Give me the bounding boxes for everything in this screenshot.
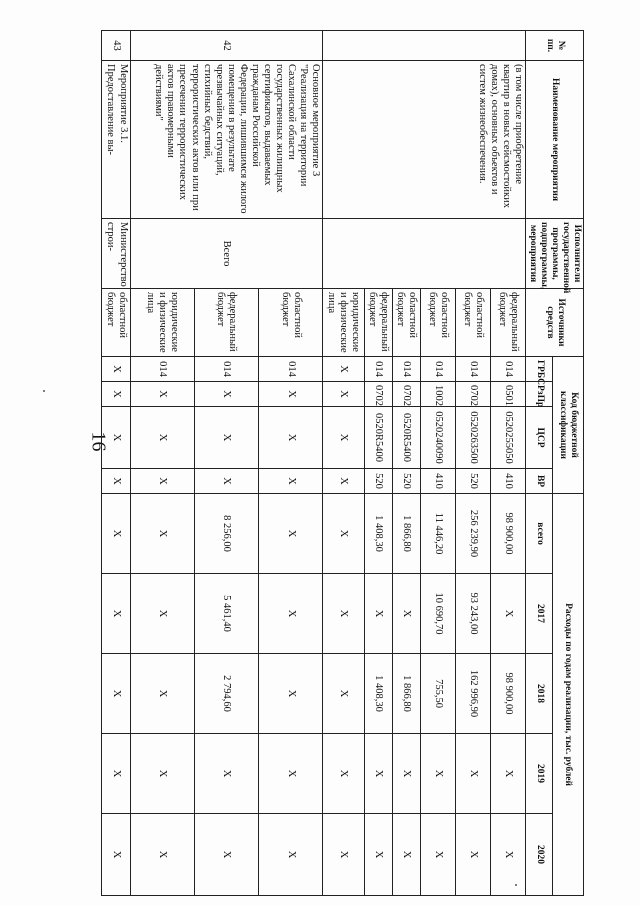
cell-grbs: Х: [323, 357, 364, 382]
header-no: № пп.: [526, 31, 584, 61]
table-row: [258, 31, 322, 896]
cell-2019: Х: [323, 734, 364, 814]
cell-2017: Х: [491, 574, 526, 654]
header-total: всего: [526, 494, 553, 574]
cell-grbs: 014: [130, 357, 194, 382]
cell-total: Х: [130, 494, 194, 574]
cell-vr: Х: [258, 469, 322, 494]
cell-name: Мероприятие 3.1. Предоставление вы-: [102, 61, 130, 219]
cell-vr: 520: [364, 469, 392, 494]
cell-executor: Всего: [130, 219, 323, 289]
cell-source: областной бюджет: [392, 289, 420, 357]
rotated-table-wrapper: [104, 30, 584, 895]
cell-2017: Х: [102, 574, 130, 654]
cell-vr: Х: [194, 469, 258, 494]
cell-csr: Х: [130, 407, 194, 469]
cell-no: 42: [130, 31, 323, 61]
cell-rzpr: 0702: [455, 382, 490, 407]
cell-grbs: 014: [455, 357, 490, 382]
cell-2017: Х: [130, 574, 194, 654]
cell-grbs: 014: [194, 357, 258, 382]
cell-source: областной бюджет: [102, 289, 130, 357]
cell-2017: Х: [323, 574, 364, 654]
cell-total: Х: [102, 494, 130, 574]
cell-csr: 0520R5400: [364, 407, 392, 469]
cell-total: 98 900,00: [491, 494, 526, 574]
header-2018: 2018: [526, 654, 553, 734]
header-vr: ВР: [526, 469, 553, 494]
cell-rzpr: Х: [258, 382, 322, 407]
cell-source: юридические и физические лица: [323, 289, 364, 357]
header-rzpr: РзПр: [526, 382, 553, 407]
cell-rzpr: Х: [130, 382, 194, 407]
table-row: [491, 31, 526, 896]
cell-2018: Х: [323, 654, 364, 734]
table-row: [102, 31, 130, 896]
cell-total: 1 408,30: [364, 494, 392, 574]
cell-executor: [323, 219, 526, 289]
cell-no: [323, 31, 526, 61]
cell-2017: Х: [364, 574, 392, 654]
cell-csr: 0520240090: [420, 407, 455, 469]
cell-2018: 1 408,30: [364, 654, 392, 734]
cell-rzpr: Х: [102, 382, 130, 407]
header-2017: 2017: [526, 574, 553, 654]
cell-2018: 1 866,80: [392, 654, 420, 734]
cell-csr: Х: [194, 407, 258, 469]
cell-vr: 410: [491, 469, 526, 494]
header-grbs: ГРБС: [526, 357, 553, 382]
cell-grbs: 014: [392, 357, 420, 382]
cell-2018: Х: [258, 654, 322, 734]
header-executor: Исполнители государственной программы, подпрограммы, мероприятия: [526, 219, 584, 289]
cell-2018: 755,50: [420, 654, 455, 734]
cell-csr: Х: [323, 407, 364, 469]
cell-vr: Х: [102, 469, 130, 494]
cell-2020: Х: [258, 814, 322, 896]
cell-source: областной бюджет: [420, 289, 455, 357]
cell-csr: 0520R5400: [392, 407, 420, 469]
cell-rzpr: Х: [323, 382, 364, 407]
cell-source: областной бюджет: [455, 289, 490, 357]
cell-vr: 520: [455, 469, 490, 494]
header-2020: 2020: [526, 814, 553, 896]
cell-vr: Х: [323, 469, 364, 494]
budget-table: [101, 30, 584, 896]
cell-2019: Х: [420, 734, 455, 814]
cell-2020: Х: [323, 814, 364, 896]
cell-total: Х: [323, 494, 364, 574]
cell-2019: Х: [258, 734, 322, 814]
cell-vr: Х: [130, 469, 194, 494]
scan-speck: [43, 390, 45, 392]
cell-2019: Х: [455, 734, 490, 814]
cell-2017: 10 690,70: [420, 574, 455, 654]
cell-total: 8 256,00: [194, 494, 258, 574]
cell-total: Х: [258, 494, 322, 574]
cell-2019: Х: [491, 734, 526, 814]
cell-source: областной бюджет: [258, 289, 322, 357]
page-number: 16: [87, 431, 110, 452]
header-budget-code: Код бюджетной классификации: [552, 357, 583, 494]
cell-2019: Х: [364, 734, 392, 814]
cell-source: федеральный бюджет: [491, 289, 526, 357]
cell-csr: Х: [102, 407, 130, 469]
cell-2018: 2 794,60: [194, 654, 258, 734]
cell-vr: 410: [420, 469, 455, 494]
cell-grbs: 014: [258, 357, 322, 382]
header-2019: 2019: [526, 734, 553, 814]
cell-2019: Х: [392, 734, 420, 814]
cell-name: (в том числе приобретение квартир в новых сейсмостойких домах), основных объектов и систем жизнеобеспечения.: [323, 61, 526, 219]
cell-grbs: 014: [364, 357, 392, 382]
cell-source: юридические и физические лица: [130, 289, 194, 357]
cell-2020: Х: [455, 814, 490, 896]
header-csr: ЦСР: [526, 407, 553, 469]
cell-2020: Х: [194, 814, 258, 896]
header-row-1: [552, 31, 583, 896]
cell-2019: Х: [130, 734, 194, 814]
cell-rzpr: 0501: [491, 382, 526, 407]
cell-2020: Х: [420, 814, 455, 896]
cell-2020: Х: [491, 814, 526, 896]
cell-grbs: 014: [420, 357, 455, 382]
cell-csr: 0520263500: [455, 407, 490, 469]
cell-no: 43: [102, 31, 130, 61]
header-name: Наименование мероприятия: [526, 61, 584, 219]
cell-vr: 520: [392, 469, 420, 494]
cell-2020: Х: [102, 814, 130, 896]
cell-source: федеральный бюджет: [364, 289, 392, 357]
cell-2020: Х: [364, 814, 392, 896]
cell-2018: 162 996,90: [455, 654, 490, 734]
cell-name: Основное мероприятие 3 "Реализация на территории Сахалинской области государственных жилищных сертификатов, выдаваемых гражданам Российской Федерации, лишившимся жилого помещения в результате чрезвычайных ситуаций, стихийных бедствий, террористических актов или при пресечении террористических актов правомерными действиями": [130, 61, 323, 219]
cell-total: 1 866,80: [392, 494, 420, 574]
cell-grbs: 014: [491, 357, 526, 382]
cell-total: 256 239,90: [455, 494, 490, 574]
cell-source: федеральный бюджет: [194, 289, 258, 357]
cell-rzpr: 0702: [392, 382, 420, 407]
cell-total: 11 446,20: [420, 494, 455, 574]
cell-rzpr: Х: [194, 382, 258, 407]
cell-2018: Х: [130, 654, 194, 734]
cell-rzpr: 1002: [420, 382, 455, 407]
header-source: Источники средств: [526, 289, 584, 357]
cell-2017: Х: [258, 574, 322, 654]
cell-2017: Х: [392, 574, 420, 654]
cell-executor: Министерство строи-: [102, 219, 130, 289]
cell-2018: 98 900,00: [491, 654, 526, 734]
cell-2020: Х: [392, 814, 420, 896]
cell-2017: 5 461,40: [194, 574, 258, 654]
cell-2017: 93 243,00: [455, 574, 490, 654]
cell-rzpr: 0702: [364, 382, 392, 407]
header-expenses: Расходы по годам реализации, тыс. рублей: [552, 494, 583, 896]
cell-2018: Х: [102, 654, 130, 734]
cell-grbs: Х: [102, 357, 130, 382]
cell-2020: Х: [130, 814, 194, 896]
cell-csr: Х: [258, 407, 322, 469]
cell-2019: Х: [102, 734, 130, 814]
cell-csr: 0520255050: [491, 407, 526, 469]
cell-2019: Х: [194, 734, 258, 814]
